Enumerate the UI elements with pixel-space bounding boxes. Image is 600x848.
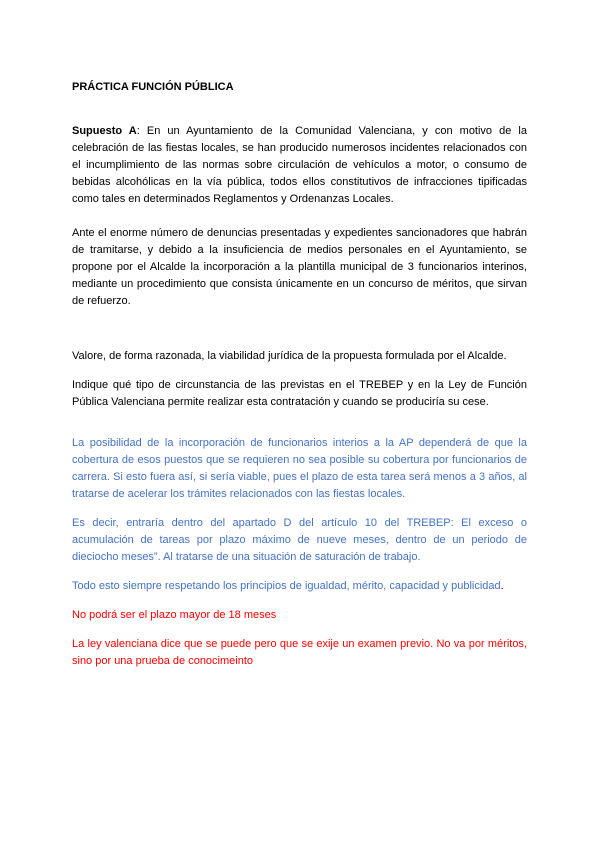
- answer-paragraph-3: [72, 578, 527, 595]
- answer-paragraph-2: Es decir, entraría dentro del apartado D del artículo 10 del TREBEP: El exceso o acumulación de tareas por plazo máximo de nueve meses, dentro de un periodo de dieciocho meses”. Al tratarse de una situación de saturación de trabajo.: [72, 517, 527, 563]
- supuesto-text: : En un Ayuntamiento de la Comunidad Valenciana, y con motivo de la celebración de las fiestas locales, se han producido numerosos incidentes relacionados con el incumplimiento de las normas sobre circulación de vehículos a motor, o consumo de bebidas alcohólicas en la vía pública, todos ellos constitutivos de infracciones tipificadas como tales en determinados Reglamentos y Ordenanzas Locales.: [72, 125, 527, 205]
- answer-note-red-1: No podrá ser el plazo mayor de 18 meses: [72, 609, 277, 621]
- answer-paragraph-1: La posibilidad de la incorporación de funcionarios interios a la AP dependerá de que la cobertura de esos puestos que se requieren no sea posible su cobertura por funcionarios de carrera. Si esto fuera así, si sería viable, pues el plazo de esta tarea será menos a 3 años, al tratarse de acelerar los trámites relacionados con las fiestas locales.: [72, 437, 527, 500]
- answer-paragraph-3-period: .: [500, 580, 504, 592]
- answer-paragraph-3-text: Todo esto siempre respetando los principios de igualdad, mérito, capacidad y publicidad: [72, 580, 501, 592]
- question-valore: Valore, de forma razonada, la viabilidad jurídica de la propuesta formulada por el Alcalde.: [72, 350, 507, 362]
- document-title: PRÁCTICA FUNCIÓN PÚBLICA: [72, 81, 234, 93]
- answer-note-red-2: La ley valenciana dice que se puede pero que se exije un examen previo. No va por méritos, sino por una prueba de conocimeinto: [72, 638, 527, 667]
- context-paragraph: Ante el enorme número de denuncias presentadas y expedientes sancionadores que habrán de tramitarse, y debido a la insuficiencia de medios personales en el Ayuntamiento, se propone por el Alcalde la incorporación a la plantilla municipal de 3 funcionarios interinos, mediante un procedimiento que consista únicamente en un concurso de méritos, que sirvan de refuerzo.: [72, 227, 527, 307]
- document-page: [72, 80, 527, 670]
- supuesto-label: Supuesto A: [72, 125, 137, 137]
- supuesto-paragraph: [72, 123, 527, 208]
- question-indique: Indique qué tipo de circunstancia de las previstas en el TREBEP y en la Ley de Función Pública Valenciana permite realizar esta contratación y cuando se produciría su cese.: [72, 379, 527, 408]
